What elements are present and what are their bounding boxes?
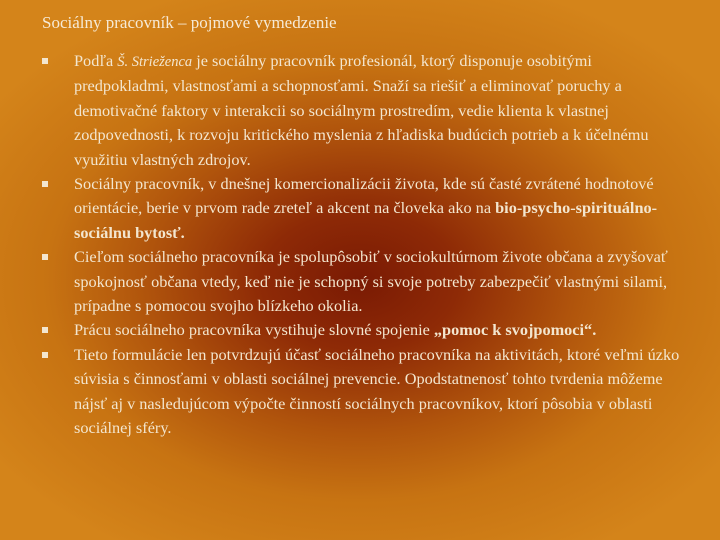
bullet-4-text-post: .	[592, 320, 597, 340]
bullet-4-emphasis: „pomoc k svojpomoci“	[433, 320, 593, 340]
square-bullet-icon	[42, 58, 48, 64]
slide-title: Sociálny pracovník – pojmové vymedzenie	[42, 13, 337, 32]
square-bullet-icon	[42, 181, 48, 187]
bullet-item-2	[42, 172, 682, 245]
bullet-1-text-pre: Podľa	[74, 51, 118, 70]
bullet-1-text-post: je sociálny pracovník profesionál, ktorý disponuje osobitými predpokladmi, vlastnosťami a schopnosťami. Snaží sa riešiť a eliminovať poruchy a demotivačné faktory v interakcii so sociálnym prostredím, vedie klienta k vlastnej zodpovednosti, k rozvoju kritického myslenia z hľadiska budúcich potrieb a k účelnému využitiu vlastných zdrojov.	[74, 51, 649, 169]
bullet-2-emphasis: bio-psycho-spirituálno-sociálnu bytosť	[74, 198, 658, 242]
bullet-3-text: Cieľom sociálneho pracovníka je spolupôsobiť v sociokultúrnom živote občana a zvyšovať spokojnosť občana vtedy, keď nie je schopný si svoje potreby zabezpečiť vlastnými silami, prípadne s pomocou svojho blízkeho okolia.	[74, 247, 668, 316]
bullet-item-3	[42, 245, 682, 318]
square-bullet-icon	[42, 352, 48, 358]
bullet-2-text-post: .	[180, 222, 185, 242]
bullet-list	[42, 49, 682, 441]
bullet-2-text-pre: Sociálny pracovník, v dnešnej komercionalizácii života, kde sú časté zvrátené hodnotové orientácie, berie v prvom rade zreteľ a akcent na človeka ako na	[74, 174, 654, 218]
square-bullet-icon	[42, 254, 48, 260]
square-bullet-icon	[42, 327, 48, 333]
bullet-5-text: Tieto formulácie len potvrdzujú účasť sociálneho pracovníka na aktivitách, ktoré veľmi úzko súvisia s činnosťami v oblasti sociálnej prevencie. Opodstatnenosť tohto tvrdenia môžeme nájsť aj v nasledujúcom výpočte činností sociálnych pracovníkov, ktorí pôsobia v oblasti sociálnej sféry.	[74, 344, 680, 438]
bullet-item-5	[42, 343, 682, 441]
bullet-item-1	[42, 49, 682, 172]
bullet-item-4	[42, 318, 682, 342]
bullet-1-author: Š. Strieženca	[117, 54, 193, 70]
bullet-4-text-pre: Prácu sociálneho pracovníka vystihuje slovné spojenie	[74, 320, 434, 340]
